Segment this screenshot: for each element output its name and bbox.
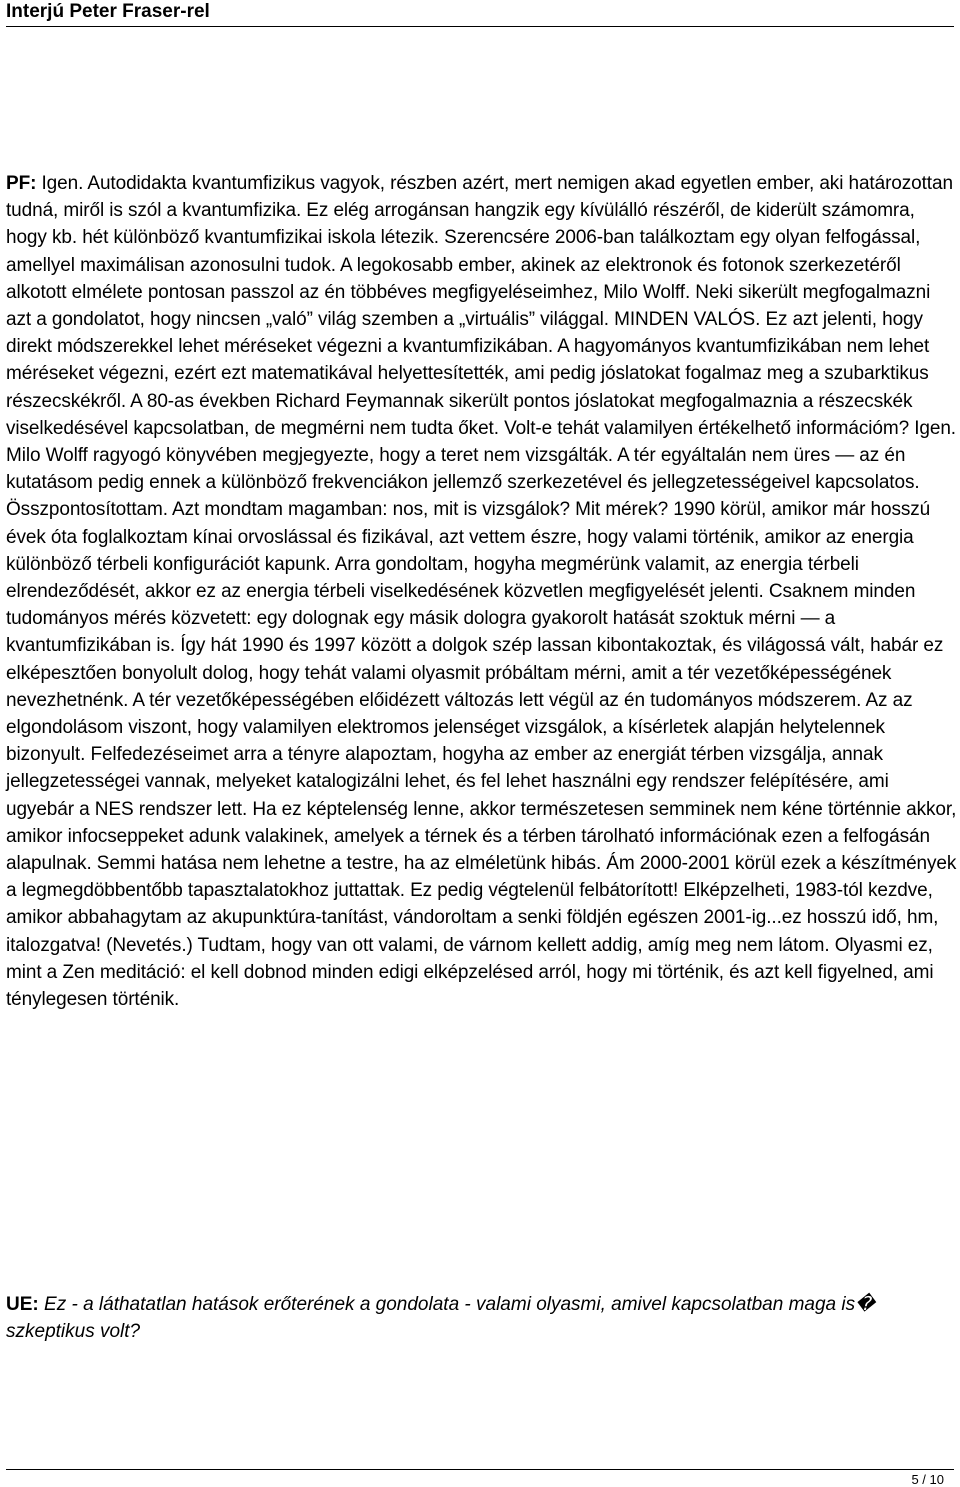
question-text: Ez - a láthatatlan hatások erőterének a gondolata - valami olyasmi, amivel kapcsolatban maga is� szkeptikus volt? bbox=[6, 1294, 875, 1343]
speaker-label-pf: PF: bbox=[6, 173, 37, 194]
page-number: 5 / 10 bbox=[911, 1472, 944, 1487]
speaker-label-ue: UE: bbox=[6, 1294, 39, 1315]
question-paragraph bbox=[6, 1291, 946, 1345]
footer-divider bbox=[6, 1469, 954, 1470]
header-divider bbox=[6, 26, 954, 27]
answer-paragraph bbox=[6, 170, 960, 1013]
page-title: Interjú Peter Fraser-rel bbox=[6, 1, 210, 22]
answer-text: Igen. Autodidakta kvantumfizikus vagyok, részben azért, mert nemigen akad egyetlen ember, aki határozottan tudná, miről is szól a kvantumfizika. Ez elég arrogánsan hangzik egy kívülálló részéről, de kiderült számomra, hogy kb. hét különböző kvantumfizikai iskola létezik. Szerencsére 2006-ban találkoztam egy olyan felfogással, amellyel maximálisan azonosulni tudok. A legokosabb ember, akinek az elektronok és fotonok szerkezetéről alkotott elmélete pontosan passzol az én többéves megfigyeléseimhez, Milo Wolff. Neki sikerült megfogalmazni azt a gondolatot, hogy nincsen „való” világ szemben a „virtuális” világgal. MINDEN VALÓS. Ez azt jelenti, hogy direkt módszerekkel lehet méréseket végezni a kvantumfizikában. A hagyományos kvantumfizikában nem lehet méréseket végezni, ezért ezt matematikával helyettesítették, ami pedig jóslatokat fogalmaz meg a szubarktikus részecskékről. A 80-as években Richard Feymannak sikerült pontos jóslatokat megfogalmaznia a részecskék viselkedésével kapcsolatban, de megmérni nem tudta őket. Volt-e tehát valamilyen értékelhető információm? Igen. Milo Wolff ragyogó könyvében megjegyezte, hogy a teret nem vizsgálták. A tér egyáltalán nem üres — az én kutatásom pedig ennek a különböző frekvenciákon jellemző szerkezetével és jellegzetességeivel kapcsolatos. Összpontosítottam. Azt mondtam magamban: nos, mit is vizsgálok? Mit mérek? 1990 körül, amikor már hosszú évek óta foglalkoztam kínai orvoslással és fizikával, azt vettem észre, hogy valami történik, amikor az energia különböző térbeli konfigurációt kapunk. Arra gondoltam, hogyha megmérünk valamit, az energia térbeli elrendeződését, akkor ez az energia térbeli viselkedésének közvetlen megfigyelését jelenti. Csaknem minden tudományos mérés közvetett: egy dolognak egy másik dologra gyakorolt hatását szoktuk mérni — a kvantumfizikában is. Így hát 1990 és 1997 között a dolgok szép lassan kibontakoztak, és világossá vált, habár ez elképesztően bonyolult dolog, hogy tehát valami olyasmit próbáltam mérni, amit a tér vezetőképességének nevezhetnénk. A tér vezetőképességében előidézett változás lett végül az én tudományos módszerem. Az az elgondolásom viszont, hogy valamilyen elektromos jelenséget vizsgálok, a kísérletek alapján helytelennek bizonyult. Felfedezéseimet arra a tényre alapoztam, hogyha az ember az energiát térben vizsgálja, annak jellegzetességei vannak, melyeket katalogizálni lehet, és fel lehet használni egy rendszer felépítésére, ami ugyebár a NES rendszer lett. Ha ez képtelenség lenne, akkor természetesen semminek nem kéne történnie akkor, amikor infocseppeket adunk valakinek, amelyek a térnek és a térben tárolható információnak ezen a felfogásán alapulnak. Semmi hatása nem lehetne a testre, ha az elméletünk hibás. Ám 2000-2001 körül ezek a készítmények a legmegdöbbentőbb tapasztalatokhoz juttattak. Ez pedig végtelenül felbátorított! Elképzelheti, 1983-tól kezdve, amikor abbahagytam az akupunktúra-tanítást, vándoroltam a senki földjén egészen 2001-ig...ez hosszú idő, hm, italozgatva! (Nevetés.) Tudtam, hogy van ott valami, de várnom kellett addig, amíg meg nem látom. Olyasmi ez, mint a Zen meditáció: el kell dobnod minden edigi elképzelésed arról, hogy mi történik, és azt kell figyelned, ami ténylegesen történik. bbox=[6, 173, 957, 1011]
